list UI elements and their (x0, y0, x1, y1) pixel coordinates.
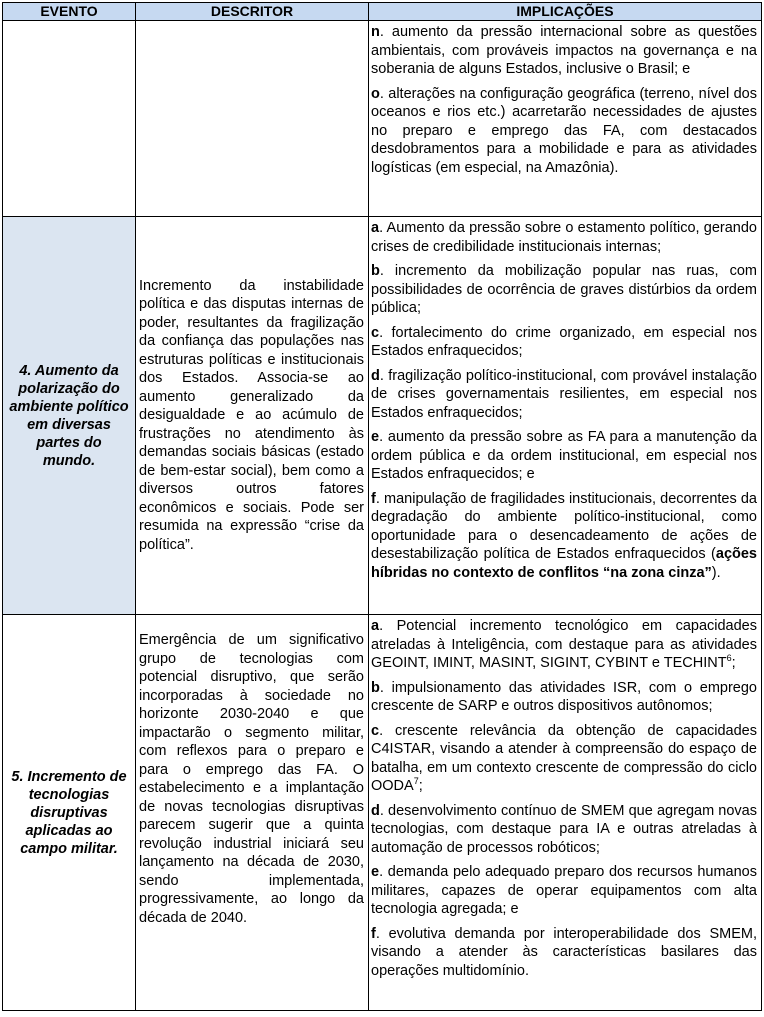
implication-item-e: e. aumento da pressão sobre as FA para a manutenção da ordem pública e da ordem institucional, em especial nos Estados enfraquecidos; e (371, 429, 757, 482)
implication-item-n: n. aumento da pressão internacional sobre as questões ambientais, com prováveis impactos na governança e na soberania de alguns Estados, inclusive o Brasil; e (371, 24, 757, 77)
footnote-ref: 7 (413, 776, 419, 787)
footnote-ref: 6 (726, 653, 732, 664)
event-cell (3, 217, 136, 615)
implication-item-a: a. Potencial incremento tecnológico em capacidades atreladas à Inteligência, com destaque para as atividades GEOINT, IMINT, MASINT, SIGINT, CYBINT e TECHINT$^6$; (371, 618, 757, 671)
header-row (3, 3, 762, 21)
implications-cell (369, 21, 762, 217)
implication-item-f: f. evolutiva demanda por interoperabilidade dos SMEM, visando a atender às características basilares das operações multidomínio. (371, 925, 757, 979)
implications-cell (369, 615, 762, 1011)
implications-cell (369, 217, 762, 615)
implication-item-d: d. desenvolvimento contínuo de SMEM que agregam novas tecnologias, com destaque para IA e outras atreladas à automação de processos robóticos; (371, 802, 757, 856)
table-row (3, 217, 762, 615)
implications-table (2, 2, 762, 1011)
table-row (3, 615, 762, 1011)
event-cell-empty (3, 21, 136, 217)
event-cell: 5. Incremento de tecnologias disruptivas aplicadas ao campo militar. (3, 615, 136, 1011)
implication-item-c: c. crescente relevância da obtenção de capacidades C4ISTAR, visando a atender à compreensão do espaço de batalha, em um contexto crescente de compressão do ciclo OODA$^7$; (371, 722, 757, 794)
descriptor-cell: Emergência de um significativo grupo de tecnologias com potencial disruptivo, que serão incorporadas à sociedade no horizonte 2030-2040 e que impactarão o segmento militar, com reflexos para o preparo e para o emprego das FA. O estabelecimento e a implantação de novas tecnologias disruptivas parecem sugerir que a quinta revolução industrial iniciará seu lançamento na década de 2030, sendo implementada, progressivamente, ao longo da década de 2040. (136, 615, 369, 1011)
header-evento: EVENTO (3, 3, 136, 21)
implication-item-c: c. fortalecimento do crime organizado, em especial nos Estados enfraquecidos; (371, 324, 757, 359)
event-title: 4. Aumento da polarização do ambiente político em diversas partes do mundo. (9, 362, 129, 469)
implication-item-e: e. demanda pelo adequado preparo dos recursos humanos militares, capazes de operar equipamentos com alta tecnologia agregada; e (371, 864, 757, 917)
implication-item-f: f. manipulação de fragilidades institucionais, decorrentes da degradação do ambiente político-institucional, como oportunidade para o desencadeamento de ações de desestabilização política de Estados enfraquecidos (ações híbridas no contexto de conflitos “na zona cinza”). (371, 490, 757, 581)
implication-item-a: a. Aumento da pressão sobre o estamento político, gerando crises de credibilidade institucionais internas; (371, 220, 757, 255)
implication-item-b: b. incremento da mobilização popular nas ruas, com possibilidades de ocorrência de graves distúrbios da ordem pública; (371, 263, 757, 316)
implication-item-o: o. alterações na configuração geográfica (terreno, nível dos oceanos e rios etc.) acarretarão necessidades de ajustes no preparo e emprego das FA, com destacados desdobramentos para a mobilidade e para as atividades logísticas (em especial, na Amazônia). (371, 85, 757, 176)
descriptor-cell: Incremento da instabilidade política e das disputas internas de poder, resultantes da fragilização da confiança das populações nas estruturas políticas e institucionais dos Estados. Associa-se ao aumento generalizado da desigualdade e ao acúmulo de frustrações no atendimento às demandas sociais básicas (estado de bem-estar social), bem como a diversos outros fatores econômicos e sociais. Pode ser resumida na expressão “crise da política”. (136, 217, 369, 615)
implication-item-b: b. impulsionamento das atividades ISR, com o emprego crescente de SARP e outros dispositivos autônomos; (371, 679, 757, 714)
table-row (3, 21, 762, 217)
header-implicacoes: IMPLICAÇÕES (369, 3, 762, 21)
descriptor-cell-empty (136, 21, 369, 217)
header-descritor: DESCRITOR (136, 3, 369, 21)
implication-item-d: d. fragilização político-institucional, com provável instalação de crises governamentais resilientes, em especial nos Estados enfraquecidos; (371, 367, 757, 421)
